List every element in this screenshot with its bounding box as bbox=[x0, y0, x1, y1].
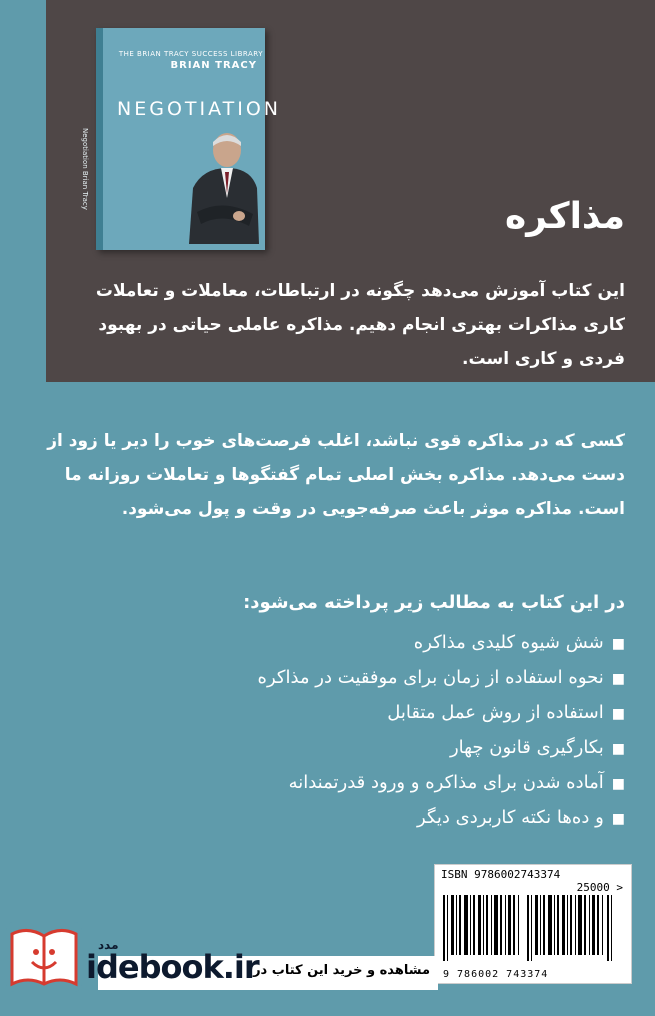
book-logo-icon bbox=[6, 922, 82, 992]
barcode-bars-icon bbox=[443, 895, 623, 961]
bullet-icon: ■ bbox=[611, 776, 625, 792]
book-spine-text: Negotiation Brian Tracy bbox=[81, 128, 89, 210]
list-item: ■و ده‌ها نکته کاربردی دیگر bbox=[85, 801, 625, 836]
book-cover-title: NEGOTIATION bbox=[117, 98, 282, 120]
logo-persian-text: مدد bbox=[98, 938, 119, 952]
page-title: مذاکره bbox=[504, 196, 625, 237]
bullet-icon: ■ bbox=[611, 741, 625, 757]
promo-text: مشاهده و خرید این کتاب در: bbox=[247, 963, 430, 978]
price-text: 25000 > bbox=[576, 881, 623, 894]
bullet-icon: ■ bbox=[611, 671, 625, 687]
top-description: این کتاب آموزش می‌دهد چگونه در ارتباطات، معاملات و تعاملات کاری مذاکرات بهتری انجام دهیم. مذاکره عاملی حیاتی در بهبود فردی و کاری است. bbox=[95, 281, 625, 369]
topics-heading: در این کتاب به مطالب زیر پرداخته می‌شود: bbox=[243, 592, 625, 613]
list-item: ■بکارگیری قانون چهار bbox=[85, 731, 625, 766]
bullet-icon: ■ bbox=[611, 811, 625, 827]
site-logo[interactable] bbox=[86, 948, 259, 986]
list-item: ■استفاده از روش عمل متقابل bbox=[85, 696, 625, 731]
book-author: BRIAN TRACY bbox=[170, 60, 257, 71]
bullet-icon: ■ bbox=[611, 706, 625, 722]
topics-list bbox=[85, 626, 625, 836]
list-item: ■آماده شدن برای مذاکره و ورود قدرتمندانه bbox=[85, 766, 625, 801]
list-item: ■شش شیوه کلیدی مذاکره bbox=[85, 626, 625, 661]
list-item: ■نحوه استفاده از زمان برای موفقیت در مذاکره bbox=[85, 661, 625, 696]
logo-label: idebook.ir bbox=[86, 948, 259, 986]
intro-paragraph: کسی که در مذاکره قوی نباشد، اغلب فرصت‌های خوب را دیر یا زود از دست می‌دهد. مذاکره بخش اصلی تمام گفتگوها و تعاملات روزانه ما است. مذاکره موثر باعث صرفه‌جویی در وقت و پول می‌شود. bbox=[47, 431, 625, 519]
bullet-icon: ■ bbox=[611, 636, 625, 652]
barcode bbox=[434, 864, 632, 984]
book-cover-image bbox=[81, 28, 282, 250]
isbn-text: ISBN 9786002743374 bbox=[441, 868, 561, 881]
barcode-digits: 9 786002 743374 bbox=[443, 969, 549, 980]
author-photo-icon bbox=[183, 128, 259, 244]
book-series: THE BRIAN TRACY SUCCESS LIBRARY bbox=[118, 50, 263, 58]
